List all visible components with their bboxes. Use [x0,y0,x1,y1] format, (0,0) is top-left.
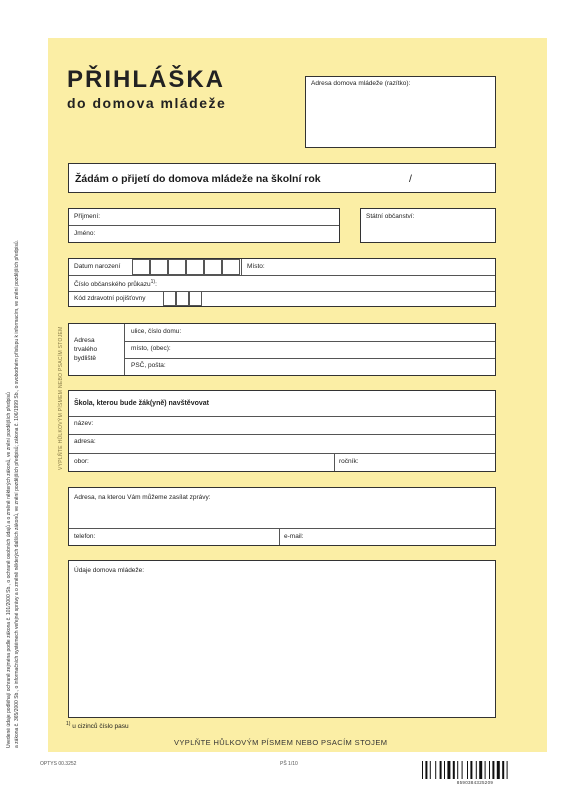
barcode-bar [467,761,468,779]
birth-year-cell[interactable] [186,259,204,275]
legal-note-line-2: a zákona č. 365/2000 Sb., o informačních systémech veřejné správy a o změně některých dalších zákonů, ve znění pozdějších předpisů; zákona č. 106/1999 Sb., o svobodném přístupu k informacím, ve znění pozdějších předpisů. [13,239,20,748]
phone-field[interactable] [100,528,278,545]
barcode-bar [507,761,508,779]
name-field[interactable] [94,226,339,242]
contact-address-field[interactable] [69,502,495,527]
footnote: $^{1)}$ u cizinců číslo pasu [66,721,129,731]
barcode-bar [435,761,436,779]
side-note: VYPLŇTE HŮLKOVÝM PÍSMEM NEBO PSACÍM STOJEM [58,326,64,470]
barcode-bar [470,761,472,779]
barcode-bar [492,761,494,779]
school-year-label: ročník: [339,458,359,465]
id-card-field[interactable] [175,276,495,291]
barcode-bar [462,761,463,779]
barcode-bar [502,761,504,779]
insurance-code-cell[interactable] [176,291,189,306]
barcode-bar [497,761,500,779]
address-heading: Adresa trvalého bydliště [74,337,98,362]
barcode-bar [440,761,442,779]
insurance-code-cell[interactable] [189,291,202,306]
zip-label: PSČ, pošta: [131,362,166,369]
birth-box: Datum narození Místo: Číslo občanského průkazu$^{1)}$: Kód zdravotní pojišťovny [68,258,496,307]
barcode-bar [457,761,458,779]
dorm-data-label: Údaje domova mládeže: [74,567,145,574]
birth-date-label: Datum narození [74,263,121,270]
school-field-field[interactable] [92,453,332,471]
legal-note [6,240,21,748]
street-field[interactable] [190,324,495,341]
birth-day-cell[interactable] [132,259,150,275]
surname-label: Příjmení: [74,213,101,220]
insurance-code-label: Kód zdravotní pojišťovny [74,295,146,302]
school-heading: Škola, kterou bude žák(yně) navštěvovat [74,400,209,407]
birth-year-cell[interactable] [222,259,240,275]
barcode-number: 8590384325209 [456,780,494,785]
birth-month-cell[interactable] [168,259,186,275]
barcode [421,761,529,779]
street-label: ulice, číslo domu: [131,328,182,335]
id-card-label: Číslo občanského průkazu [74,281,151,289]
form-subtitle: do domova mládeže [67,95,227,111]
zip-field[interactable] [175,358,495,375]
town-label: místo, (obec): [131,345,171,352]
email-label: e-mail: [284,533,304,540]
id-card-footnote-ref: 1) [150,279,156,285]
dorm-data-box[interactable] [68,560,496,718]
barcode-bar [422,761,423,779]
email-field[interactable] [310,528,495,545]
birth-place-field[interactable] [270,259,495,275]
fill-instruction: VYPLŇTE HŮLKOVÝM PÍSMEM NEBO PSACÍM STOJEM [174,738,388,747]
stamp-address-label: Adresa domova mládeže (razítko): [311,80,411,87]
birth-day-cell[interactable] [150,259,168,275]
barcode-bar [476,761,477,779]
barcode-bar [485,761,486,779]
barcode-bar [430,761,431,779]
surname-field[interactable] [100,209,339,225]
school-year-slash: / [409,173,412,185]
citizenship-box[interactable] [360,208,496,243]
barcode-bar [489,761,490,779]
request-box[interactable] [68,163,496,193]
school-address-field[interactable] [100,434,495,452]
request-text: Žádám o přijetí do domova mládeže na školní rok [75,173,321,185]
page-code: PŠ 1/10 [280,761,298,767]
school-field-label: obor: [74,458,89,465]
barcode-bar [444,761,445,779]
school-address-label: adresa: [74,438,96,445]
phone-label: telefon: [74,533,96,540]
barcode-bar [447,761,450,779]
form-title: PŘIHLÁŠKA [67,66,226,93]
school-grade-field[interactable] [365,453,495,471]
barcode-bar [453,761,455,779]
barcode-bar [479,761,482,779]
town-field[interactable] [180,341,495,358]
insurance-code-cell[interactable] [163,291,176,306]
contact-heading: Adresa, na kterou Vám můžeme zasílat zprávy: [74,494,211,501]
school-name-label: název: [74,420,94,427]
birth-year-cell[interactable] [204,259,222,275]
form-code: OPTYS 00.3252 [40,761,77,767]
stamp-address-box[interactable] [305,76,496,148]
name-label: Jméno: [74,230,96,237]
birth-place-label: Místo: [247,263,265,270]
barcode-bar [425,761,427,779]
school-name-field[interactable] [95,416,495,434]
legal-note-line-1: Uvedené údaje podléhají ochraně zejména podle zákona č. 101/2000 Sb., o ochraně osobních údajů a o změně některých zákonů, ve znění pozdějších předpisů [6,392,12,748]
citizenship-label: Státní občanství: [366,213,415,220]
